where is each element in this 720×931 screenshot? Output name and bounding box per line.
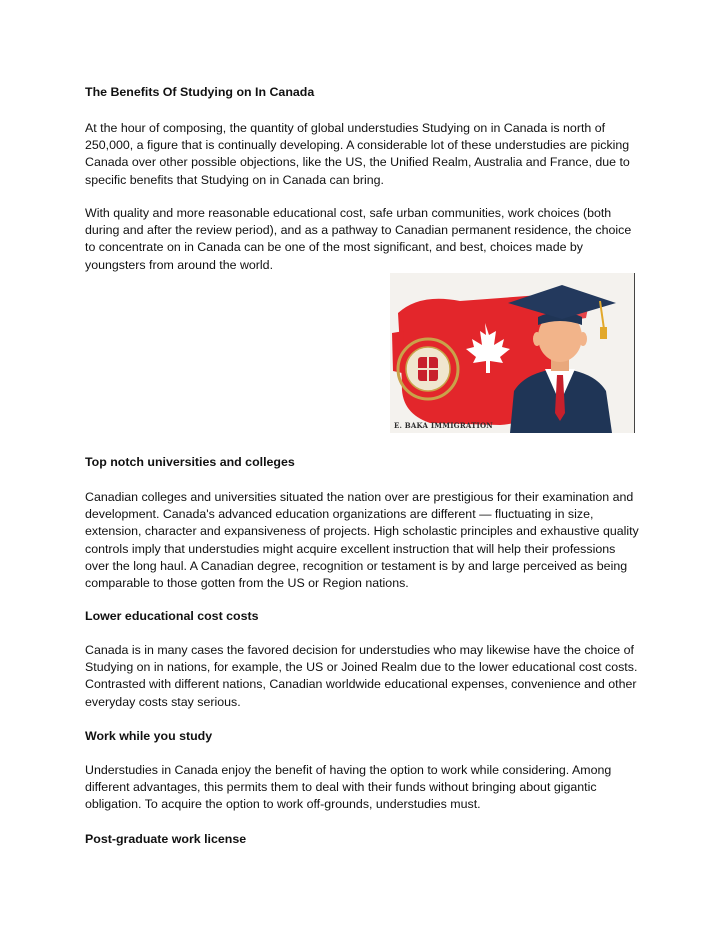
image-right-border <box>634 273 635 433</box>
paragraph-work: Understudies in Canada enjoy the benefit of having the option to work while considering. Among different advantages, this permits them to deal with their funds without bringing about gigantic obligation. To acquire the option to work off-grounds, understudies must. <box>85 763 612 812</box>
paragraph-cost: Canada is in many cases the favored decision for understudies who may likewise have the choice of Studying on in nations, for example, the US or Joined Realm due to the lower educational cost costs. Contrasted with different nations, Canadian worldwide educational expenses, convenience and other everyday costs stay serious. <box>85 643 638 709</box>
page-title: The Benefits Of Studying on In Canada <box>85 85 315 99</box>
image-caption: E. BAKA IMMIGRATION <box>394 421 493 430</box>
heading-work: Work while you study <box>85 729 213 743</box>
canada-study-illustration <box>390 273 635 433</box>
heading-cost: Lower educational cost costs <box>85 609 259 623</box>
intro-paragraph-2: With quality and more reasonable educational cost, safe urban communities, work choices (both during and after the review period), and as a pathway to Canadian permanent residence, the choice to concentrate on in Canada can be one of the most significant, and best, choices made by youngsters from around the world. <box>85 206 632 272</box>
heading-universities: Top notch universities and colleges <box>85 455 295 469</box>
graduate-with-canadian-flag-image <box>390 273 635 433</box>
paragraph-universities: Canadian colleges and universities situated the nation over are prestigious for their examination and development. Canada's advanced education organizations are different — fluctuating in size, extension, character and expansiveness of projects. High scholastic principles and exhaustive quality controls imply that understudies might acquire excellent instruction that will help their professions over the long haul. A Canadian degree, recognition or testament is by and large perceived as being comparable to those gotten from the US or Region nations. <box>85 490 639 591</box>
intro-paragraph-1: At the hour of composing, the quantity of global understudies Studying on in Canada is north of 250,000, a figure that is continually developing. A considerable lot of these understudies are picking Canada over other possible objections, like the US, the Unified Realm, Australia and France, due to specific benefits that Studying on in Canada can bring. <box>85 121 630 187</box>
heading-postgrad: Post-graduate work license <box>85 832 247 846</box>
